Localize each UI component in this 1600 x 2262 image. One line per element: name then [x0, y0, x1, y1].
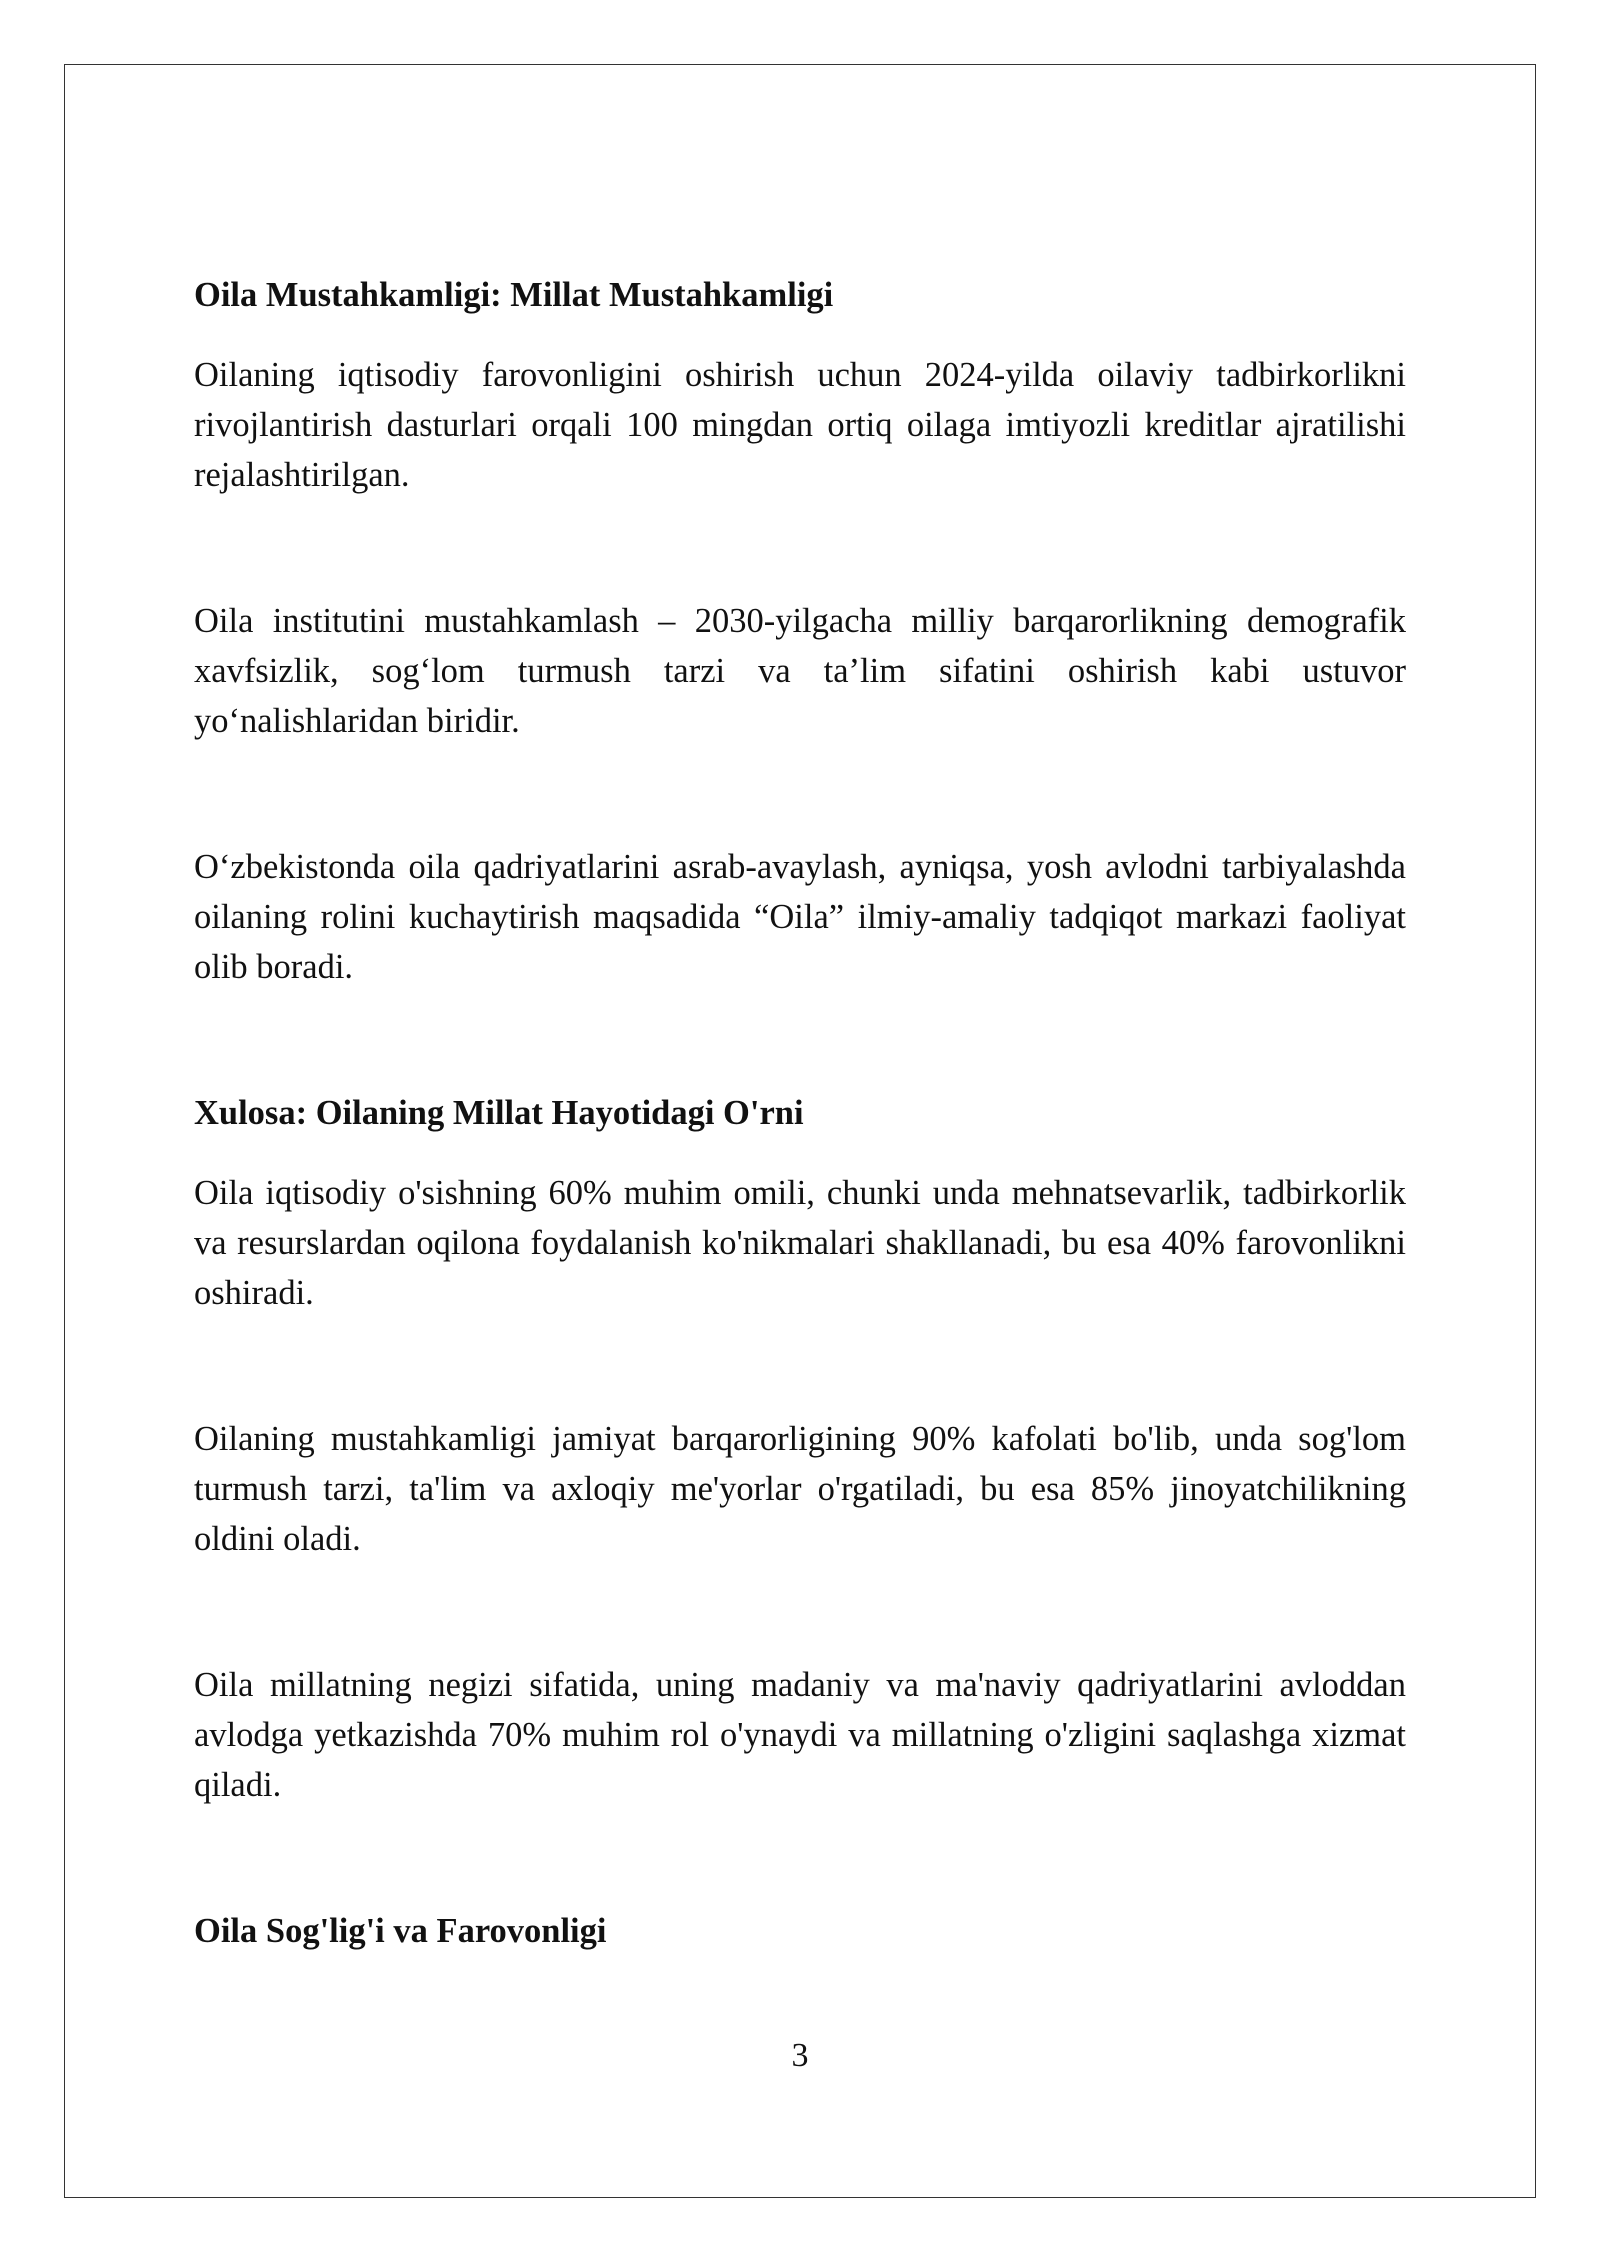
- section-heading-xulosa: Xulosa: Oilaning Millat Hayotidagi O'rni: [194, 1094, 804, 1132]
- page-number: 3: [791, 2037, 809, 2074]
- paragraph: Oila millatning negizi sifatida, uning madaniy va ma'naviy qadriyatlarini avloddan avlodga yetkazishda 70% muhim rol o'ynaydi va millatning o'zligini saqlashga xizmat qiladi.: [194, 1666, 1406, 1804]
- document-body: [194, 270, 1406, 1956]
- paragraph: Oila institutini mustahkamlash – 2030-yilgacha milliy barqarorlikning demografik xavfsizlik, sog‘lom turmush tarzi va ta’lim sifatini oshirish kabi ustuvor yo‘nalishlaridan biridir.: [194, 602, 1406, 740]
- section-heading-oila-sogligi: Oila Sog'lig'i va Farovonligi: [194, 1912, 607, 1950]
- paragraph: Oila iqtisodiy o'sishning 60% muhim omili, chunki unda mehnatsevarlik, tadbirkorlik va resurslardan oqilona foydalanish ko'nikmalari shakllanadi, bu esa 40% farovonlikni oshiradi.: [194, 1174, 1406, 1312]
- paragraph: O‘zbekistonda oila qadriyatlarini asrab-avaylash, ayniqsa, yosh avlodni tarbiyalashda oilaning rolini kuchaytirish maqsadida “Oila” ilmiy-amaliy tadqiqot markazi faoliyat olib boradi.: [194, 848, 1406, 986]
- section-heading-oila-mustahkamligi: Oila Mustahkamligi: Millat Mustahkamligi: [194, 276, 834, 314]
- paragraph: Oilaning mustahkamligi jamiyat barqarorligining 90% kafolati bo'lib, unda sog'lom turmush tarzi, ta'lim va axloqiy me'yorlar o'rgatiladi, bu esa 85% jinoyatchilikning oldini oladi.: [194, 1420, 1406, 1558]
- paragraph: Oilaning iqtisodiy farovonligini oshirish uchun 2024-yilda oilaviy tadbirkorlikni rivojlantirish dasturlari orqali 100 mingdan ortiq oilaga imtiyozli kreditlar ajratilishi rejalashtirilgan.: [194, 356, 1406, 494]
